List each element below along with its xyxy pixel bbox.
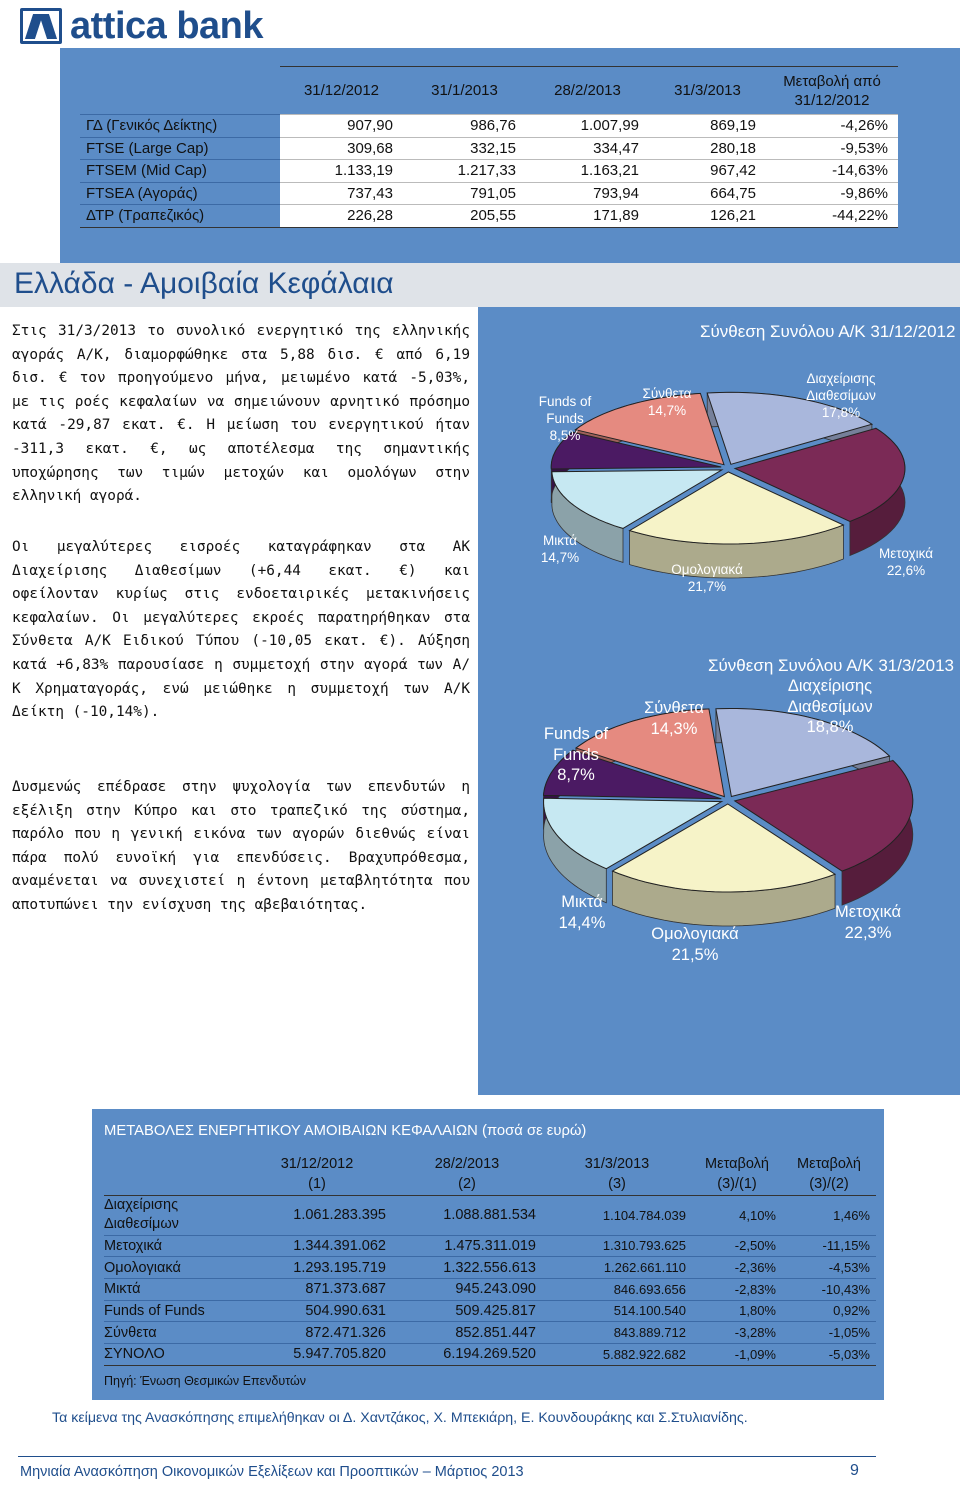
table-row [104,1322,876,1344]
label-value: 21,7% [687,578,727,594]
label-line: Ομολογιακά [651,925,739,943]
label-line: Funds [553,745,599,764]
index-cell: 967,42 [649,160,766,183]
category-name: Μικτά [104,1278,242,1300]
index-cell: -14,63% [766,160,898,183]
assets-cell: 5.882.922.682 [542,1343,692,1365]
assets-cell: 852.851.447 [392,1322,542,1344]
label-line: Ομολογιακά [671,562,743,577]
label-fof-2012 [530,394,600,445]
index-header-change-l1: Μεταβολή από [783,72,881,90]
assets-cell: 1,80% [692,1300,782,1322]
footer-divider [18,1456,876,1457]
label-line: Funds of [538,394,592,409]
index-cell: -44,22% [766,205,898,228]
logo-text: attica bank [70,4,264,47]
label-line: Διαχείρισης [806,371,876,386]
index-cell: -9,53% [766,137,898,160]
index-table-header [80,67,898,115]
assets-cell: -4,53% [782,1257,876,1279]
index-cell: 126,21 [649,205,766,228]
assets-cell: 1.262.661.110 [542,1257,692,1279]
index-header-col: 28/2/2013 [526,67,649,115]
assets-cell: -1,05% [782,1322,876,1344]
index-cell: 226,28 [280,205,403,228]
assets-subheader-blank [104,1174,242,1195]
label-diax-2013 [780,676,880,738]
attica-bank-logo [20,6,263,46]
assets-header-blank [104,1153,242,1174]
label-mikta-2012 [525,533,595,567]
label-line: Διαθεσίμων [806,387,876,403]
assets-cell: 1.475.311.019 [392,1235,542,1257]
assets-cell: 1.344.391.062 [242,1235,392,1257]
assets-cell: 509.425.817 [392,1300,542,1322]
label-value: 17,8% [821,404,861,420]
assets-subheader: (2) [392,1174,542,1195]
index-cell: 664,75 [649,182,766,205]
index-cell: 737,43 [280,182,403,205]
index-header-change [766,67,898,115]
index-cell: 171,89 [526,205,649,228]
assets-cell: 872.471.326 [242,1322,392,1344]
index-name: ΔΤΡ (Τραπεζικός) [80,205,280,228]
label-line: Μετοχικά [834,903,902,921]
index-cell: 791,05 [403,182,526,205]
label-value: 18,8% [806,718,854,737]
assets-subheader: (3) [542,1174,692,1195]
assets-cell: 4,10% [692,1195,782,1235]
index-cell: 986,76 [403,115,526,138]
category-name: Μετοχικά [104,1235,242,1257]
source-note: Πηγή: Ένωση Θεσμικών Επενδυτών [104,1374,306,1388]
assets-subheader: (3)/(2) [782,1174,876,1195]
label-line: Μετοχικά [878,546,934,561]
label-line: Σύνθετα [642,386,692,401]
index-cell: 1.163,21 [526,160,649,183]
assets-header-col: 31/12/2012 [280,1155,354,1172]
index-cell: 793,94 [526,182,649,205]
label-value: 8,5% [549,427,581,443]
assets-cell: -2,36% [692,1257,782,1279]
assets-cell: 871.373.687 [242,1278,392,1300]
index-cell: 205,55 [403,205,526,228]
label-value: 8,7% [557,766,595,785]
assets-table [104,1153,876,1366]
assets-cell: -3,28% [692,1322,782,1344]
assets-table-title: ΜΕΤΑΒΟΛΕΣ ΕΝΕΡΓΗΤΙΚΟΥ ΑΜΟΙΒΑΙΩΝ ΚΕΦΑΛΑΙΩΝ (ποσά σε ευρώ) [104,1123,587,1139]
label-diax-2012 [796,371,886,422]
index-cell: 907,90 [280,115,403,138]
index-cell: 334,47 [526,137,649,160]
assets-cell: -2,83% [692,1278,782,1300]
index-header-col: 31/12/2012 [280,67,403,115]
index-cell: 309,68 [280,137,403,160]
assets-cell: -10,43% [782,1278,876,1300]
assets-header-col: 28/2/2013 [434,1155,500,1172]
index-cell: 1.217,33 [403,160,526,183]
assets-cell: 504.990.631 [242,1300,392,1322]
assets-cell: 5.947.705.820 [242,1343,392,1365]
index-cell: -4,26% [766,115,898,138]
assets-cell: 1.088.881.534 [392,1195,542,1235]
page-number: 9 [850,1462,859,1479]
table-subheader-row [104,1174,876,1195]
label-line: Διαθεσίμων [787,697,873,716]
index-cell: 332,15 [403,137,526,160]
index-header-col: 31/1/2013 [403,67,526,115]
category-name: Funds of Funds [104,1300,242,1322]
assets-header-col: Μεταβολή [797,1155,861,1172]
table-row [104,1195,876,1235]
assets-header-col: Μεταβολή [705,1155,769,1172]
chart-title-mar2013: Σύνθεση Συνόλου Α/Κ 31/3/2013 [708,656,954,675]
label-line: Σύνθετα [644,699,704,717]
paragraph-flows: Οι μεγαλύτερες εισροές καταγράφηκαν στα ΑΚ Διαχείρισης Διαθεσίμων (+6,44 εκατ. €) και οφείλονταν κυρίως στις ενδοεταιρικές μετακινήσεις κεφαλαίων. Οι μεγαλύτερες εκροές παρατηρήθηκαν στα Σύνθετα Α/Κ Ειδικού Τύπου (-10,05 εκατ. €). Αύξηση κατά +6,83% παρουσίασε η συμμετοχή στην αγορά των Α/Κ Χρηματαγοράς, ενώ μειώθηκε η συμμετοχή των Α/Κ Δείκτη (-10,14%). [12,539,470,721]
label-fof-2013 [536,724,616,786]
label-line: Funds [546,410,584,426]
index-table [80,66,898,228]
index-name: ΓΔ (Γενικός Δείκτης) [80,115,280,138]
table-row [104,1278,876,1300]
label-omol-2013 [650,924,740,965]
label-value: 22,3% [844,923,892,942]
editors-note: Τα κείμενα της Ανασκόπησης επιμελήθηκαν οι Δ. Χαντζάκος, Χ. Μπεκιάρη, Ε. Κουνδουράκης και Σ.Στυλιανίδης. [52,1410,748,1426]
assets-cell: -2,50% [692,1235,782,1257]
label-line: Μικτά [561,893,603,911]
table-row [80,205,898,228]
label-value: 14,4% [558,913,606,932]
section-heading: Ελλάδα - Αμοιβαία Κεφάλαια [14,267,394,300]
label-synth-2012 [632,386,702,420]
table-row [80,137,898,160]
footer-title: Μηνιαία Ανασκόπηση Οικονομικών Εξελίξεων και Προοπτικών – Μάρτιος 2013 [20,1464,524,1480]
assets-cell: 1.322.556.613 [392,1257,542,1279]
assets-cell: 843.889.712 [542,1322,692,1344]
label-omol-2012 [662,562,752,596]
assets-table-box [92,1109,884,1400]
index-cell: 1.133,19 [280,160,403,183]
table-row-total [104,1343,876,1365]
assets-cell: 1.061.283.395 [242,1195,392,1235]
category-name: ΣΥΝΟΛΟ [104,1343,242,1365]
table-row [80,115,898,138]
category-name: Διαχείρισης Διαθεσίμων [104,1195,242,1235]
table-row [104,1257,876,1279]
assets-cell: 6.194.269.520 [392,1343,542,1365]
table-row [80,182,898,205]
paragraph-assets: Στις 31/3/2013 το συνολικό ενεργητικό της ελληνικής αγοράς Α/Κ, διαμορφώθηκε στα 5,88 δισ. € από 6,19 δισ. € τον προηγούμενο μήνα, μειωμένο κατά -5,03%, με τις ροές κεφαλαίων να σημειώνουν αρνητικό πρόσημο κατά -29,87 εκατ. €. Η μείωση του ενεργητικού ήταν -311,3 εκατ. €, ως αποτέλεσμα της σημαντικής υποχώρησης των τιμών μετοχών και ομολόγων στην ελληνική αγορά. [12,323,470,505]
label-value: 14,3% [650,719,698,738]
label-line: Διαχείρισης [787,677,873,695]
label-line: Funds of [543,725,609,743]
label-met-2013 [828,902,908,943]
logo-mark-icon [20,8,62,44]
label-met-2012 [866,546,946,580]
index-header-change-l2: 31/12/2012 [794,91,870,109]
assets-cell: -5,03% [782,1343,876,1365]
paragraph-outlook: Δυσμενώς επέδρασε στην ψυχολογία των επενδυτών η εξέλιξη στην Κύπρο και στο τραπεζικό της σύστημα, παρόλο που η γενική εικόνα των αγορών διεθνώς είναι πάρα πολύ ευνοϊκή για επενδύσεις. Βραχυπρόθεσμα, αναμένεται να συνεχιστεί η έντονη μεταβλητότητα που αποτυπώνει την ενίσχυση της αβεβαιότητας. [12,779,470,913]
chart-title-dec2012: Σύνθεση Συνόλου Α/Κ 31/12/2012 [700,322,956,341]
assets-cell: 1.310.793.625 [542,1235,692,1257]
label-value: 22,6% [886,562,926,578]
table-row [80,160,898,183]
index-cell: 1.007,99 [526,115,649,138]
label-value: 14,7% [647,402,687,418]
assets-cell: 945.243.090 [392,1278,542,1300]
category-name: Ομολογιακά [104,1257,242,1279]
label-value: 14,7% [540,549,580,565]
label-mikta-2013 [544,892,620,933]
assets-subheader: (3)/(1) [692,1174,782,1195]
label-synth-2013 [634,698,714,739]
index-header-blank [80,67,280,115]
assets-cell: 514.100.540 [542,1300,692,1322]
index-cell: 280,18 [649,137,766,160]
table-header-row [104,1153,876,1174]
assets-cell: -1,09% [692,1343,782,1365]
index-cell: -9,86% [766,182,898,205]
index-name: FTSEA (Αγοράς) [80,182,280,205]
assets-cell: 1.104.784.039 [542,1195,692,1235]
label-value: 21,5% [671,945,719,964]
index-name: FTSEM (Mid Cap) [80,160,280,183]
index-cell: 869,19 [649,115,766,138]
assets-cell: 0,92% [782,1300,876,1322]
table-row [104,1235,876,1257]
index-header-col: 31/3/2013 [649,67,766,115]
assets-cell: 1.293.195.719 [242,1257,392,1279]
assets-cell: 846.693.656 [542,1278,692,1300]
label-line: Μικτά [543,533,577,548]
table-row [104,1300,876,1322]
assets-cell: 1,46% [782,1195,876,1235]
assets-cell: -11,15% [782,1235,876,1257]
assets-subheader: (1) [242,1174,392,1195]
assets-header-col: 31/3/2013 [584,1155,650,1172]
category-name: Σύνθετα [104,1322,242,1344]
index-name: FTSE (Large Cap) [80,137,280,160]
